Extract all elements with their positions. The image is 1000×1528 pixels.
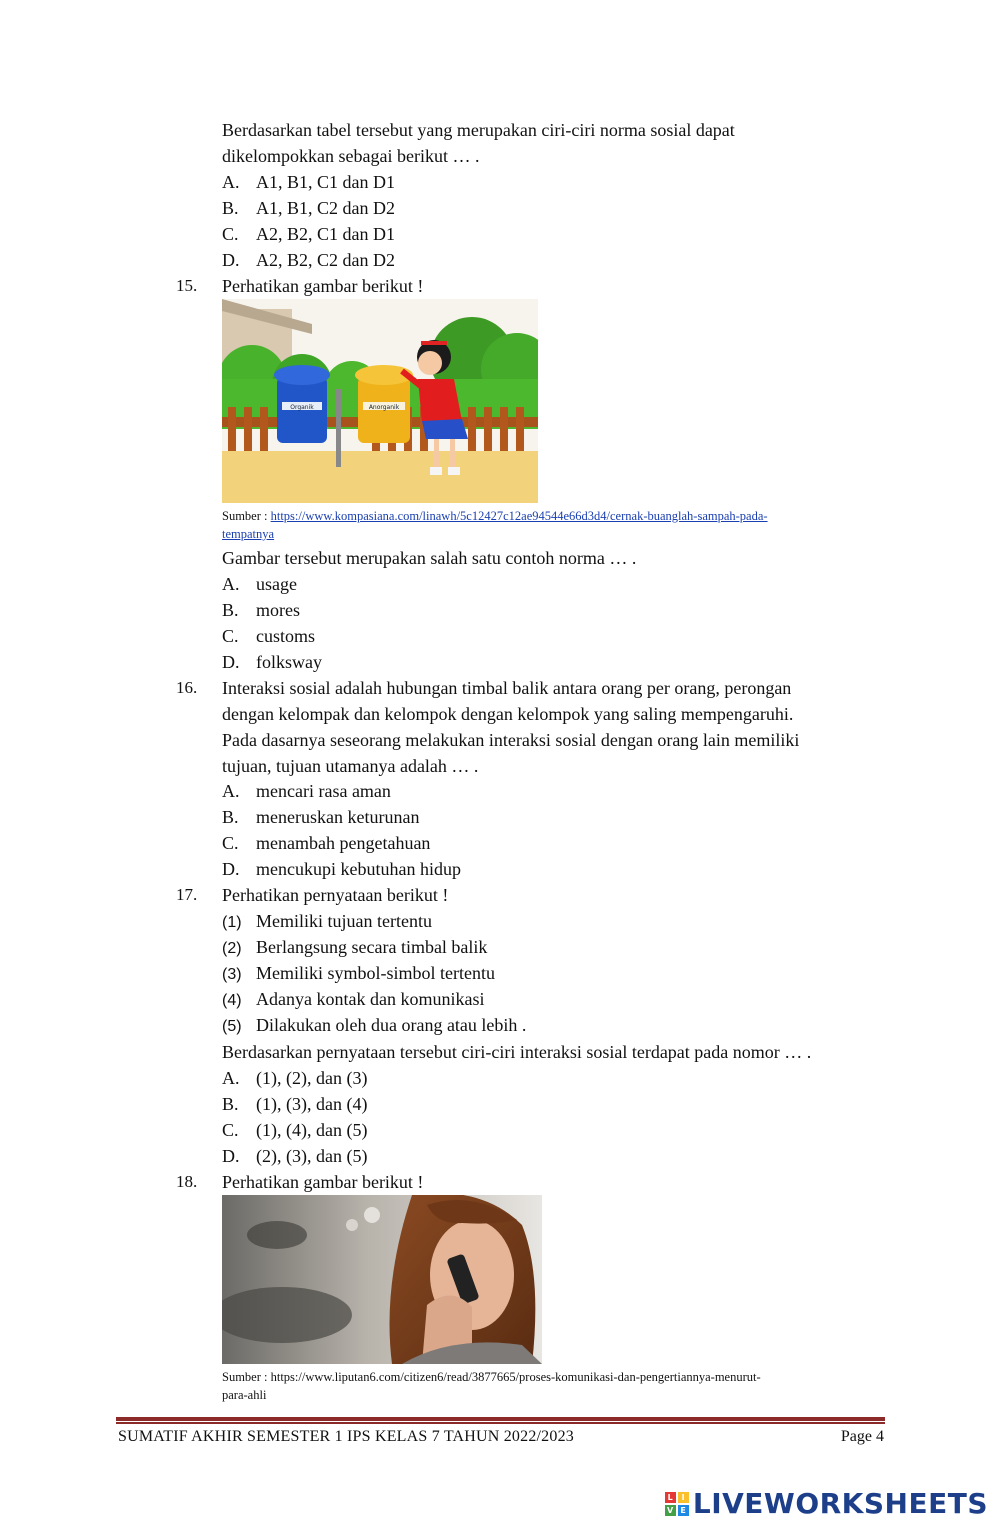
q17-question: Berdasarkan pernyataan tersebut ciri-ciri interaksi sosial terdapat pada nomor … . (222, 1042, 812, 1062)
q16-option-d: D. mencukupi kebutuhan hidup (222, 859, 461, 879)
q15-source-line1: Sumber : https://www.kompasiana.com/linawh/5c12427c12ae94544e66d3d4/cernak-buanglah-sampah-pada- (222, 509, 768, 523)
q17-option-b: B. (1), (3), dan (4) (222, 1094, 368, 1114)
q15-option-b: B. mores (222, 600, 300, 620)
q15-source-link[interactable]: https://www.kompasiana.com/linawh/5c12427c12ae94544e66d3d4/cernak-buanglah-sampah-pada- (270, 509, 768, 523)
q18-source-line2: para-ahli (222, 1388, 267, 1402)
q16-option-b: B. meneruskan keturunan (222, 807, 420, 827)
q14-option-a: A. A1, B1, C1 dan D1 (222, 172, 395, 192)
q17-number: 17. (176, 885, 198, 904)
q14-option-b: B. A1, B1, C2 dan D2 (222, 198, 395, 218)
q18-image-woman-on-phone (222, 1195, 542, 1364)
q16-line1: Interaksi sosial adalah hubungan timbal balik antara orang per orang, perongan (222, 678, 792, 698)
q17-option-d: D. (2), (3), dan (5) (222, 1146, 368, 1166)
q16-option-c: C. menambah pengetahuan (222, 833, 431, 853)
q15-source-link-cont[interactable]: tempatnya (222, 527, 275, 541)
q16-line2: dengan kelompak dan kelompok dengan kelompok yang saling mempengaruhi. (222, 704, 794, 724)
liveworksheets-logo[interactable] (665, 1487, 988, 1520)
footer-divider (116, 1417, 885, 1421)
q15-number: 15. (176, 276, 198, 295)
liveworksheets-wordmark: LIVEWORKSHEETS (692, 1487, 988, 1520)
liveworksheets-logo-icon: L I V E (665, 1492, 689, 1516)
q15-source-line2 (222, 525, 274, 543)
q15-prompt: Perhatikan gambar berikut ! (222, 276, 424, 296)
footer-divider-thin (116, 1422, 885, 1424)
q14-stem-line2: dikelompokkan sebagai berikut … . (222, 146, 480, 166)
q14-option-c: C. A2, B2, C1 dan D1 (222, 224, 395, 244)
q14-option-d: D. A2, B2, C2 dan D2 (222, 250, 395, 270)
q18-source-line1: Sumber : https://www.liputan6.com/citizen6/read/3877665/proses-komunikasi-dan-pengertiannya-menurut- (222, 1370, 761, 1384)
bin-label-anorganik: Anorganik (368, 404, 400, 411)
q18-number: 18. (176, 1172, 198, 1191)
q17-statement-4: (4) Adanya kontak dan komunikasi (222, 989, 485, 1009)
q15-question: Gambar tersebut merupakan salah satu contoh norma … . (222, 548, 637, 568)
q16-number: 16. (176, 678, 198, 697)
q14-stem-line1: Berdasarkan tabel tersebut yang merupakan ciri-ciri norma sosial dapat (222, 120, 735, 140)
q17-prompt: Perhatikan pernyataan berikut ! (222, 885, 449, 905)
q16-line4: tujuan, tujuan utamanya adalah … . (222, 756, 479, 776)
bin-label-organik: Organik (290, 404, 314, 411)
page-number: Page 4 (840, 1428, 884, 1445)
q15-option-a: A. usage (222, 574, 297, 594)
q15-image-trash-sorting (222, 299, 538, 503)
q15-option-c: C. customs (222, 626, 316, 646)
q17-option-c: C. (1), (4), dan (5) (222, 1120, 368, 1140)
footer-title: SUMATIF AKHIR SEMESTER 1 IPS KELAS 7 TAHUN 2022/2023 (118, 1428, 574, 1445)
q17-statement-3: (3) Memiliki symbol-simbol tertentu (222, 963, 495, 983)
q15-option-d: D. folksway (222, 652, 322, 672)
q17-statement-2: (2) Berlangsung secara timbal balik (222, 937, 488, 957)
q17-statement-1: (1) Memiliki tujuan tertentu (222, 911, 432, 931)
q17-statement-5: (5) Dilakukan oleh dua orang atau lebih . (222, 1015, 527, 1035)
q17-option-a: A. (1), (2), dan (3) (222, 1068, 368, 1088)
q16-line3: Pada dasarnya seseorang melakukan interaksi sosial dengan orang lain memiliki (222, 730, 800, 750)
q18-prompt: Perhatikan gambar berikut ! (222, 1172, 424, 1192)
q16-option-a: A. mencari rasa aman (222, 781, 391, 801)
